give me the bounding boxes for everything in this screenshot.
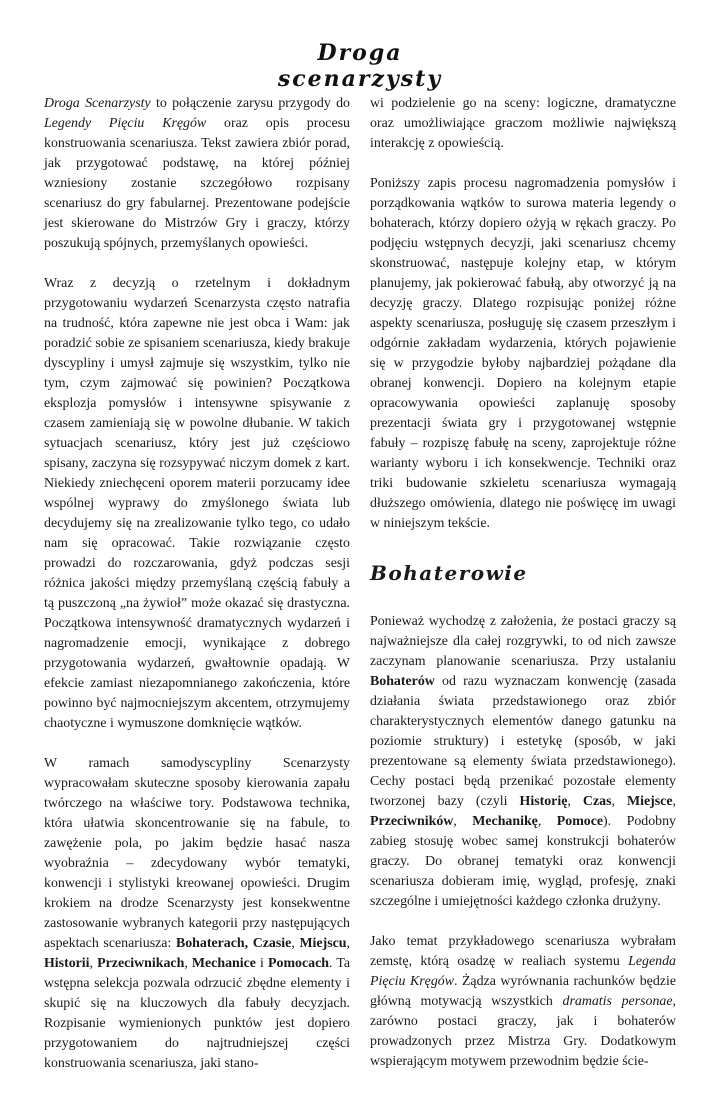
bold-term: Bohaterów — [370, 674, 435, 689]
system-name-italic: Legenda Pięciu Kręgów — [370, 954, 676, 989]
intro-paragraph — [44, 94, 350, 254]
text-span: oraz opis procesu konstruowania scenariusza. Tekst zawiera zbiór porad, jak przygotować podstawę, na której później wzniesiony zostanie szczegółowo rozpisany scenariusz do gry fabularnej. Prezentowane podejście jest skierowane do Mistrzów Gry i graczy, którzy poszukują spójnych, przemyślanych opowieści. — [44, 116, 350, 251]
text-span: , zarówno postaci graczy, jak i bohaterów prowadzonych przez Mistrza Gry. Dodatkowym wspierającym motywem przewodnim będzie ście- — [370, 994, 676, 1069]
text-span: , — [291, 936, 300, 951]
bold-term: Przeciwnikach — [97, 956, 185, 971]
section-heading-bohaterowie: Bohaterowie — [370, 561, 528, 585]
bold-term: Czas — [582, 794, 612, 809]
text-span: , — [567, 794, 583, 809]
text-span: , — [453, 814, 473, 829]
text-span: to połączenie zarysu przygody do — [150, 96, 351, 111]
text-span: . Ta wstępna selekcja pozwala odrzucić zbędne elementy i skupić się na kluczowych dla fabuły decyzjach. Rozpisanie wymienionych punktów jest dopiero przygotowaniem do najtrudniejszej części konstruowania scenariusza, jaki stano- — [44, 956, 350, 1071]
bold-term: Bohaterach, Czasie — [175, 936, 292, 951]
bold-term: Pomoce — [556, 814, 604, 829]
text-span: W ramach samodyscypliny Scenarzysty wypracowałam skuteczne sposoby kierowania zapału twórczego na właściwe tory. Podstawowa technika, która ułatwia skoncentrowanie się na fabule, to zawężenie pola, po jakim będzie hasać nasza wyobraźnia – zdecydowany wybór tematyki, konwencji i stylistyki kreowanej opowieści. Drugim krokiem na drodze Scenarzysty jest konsekwentne zastosowanie wybranych kategorii przy następujących aspektach scenariusza: — [44, 756, 350, 951]
bold-term: Mechanice — [191, 956, 256, 971]
text-span: , — [611, 794, 628, 809]
text-span: , — [89, 956, 98, 971]
bold-term: Miejsce — [627, 794, 673, 809]
bold-term: Historii — [44, 956, 90, 971]
continued-paragraph: wi podzielenie go na sceny: logiczne, dramatyczne oraz umożliwiające graczom możliwie największą interakcję z opowieścią. — [370, 96, 676, 151]
text-span: . Żądza wyrównania rachunków będzie główną motywacją wszystkich — [370, 974, 676, 1009]
text-span: i — [255, 956, 269, 971]
left-column — [44, 94, 350, 1094]
paragraph-theme — [370, 932, 676, 1072]
paragraph-process: Poniższy zapis procesu nagromadzenia pomysłów i porządkowania wątków to surowa materia legendy o bohaterach, którzy dopiero ożyją w rękach graczy. Po podjęciu wstępnych decyzji, jaki scenariusz chcemy skonstruować, następuje kolejny etap, w którym planujemy, jak pokierować fabułą, aby otworzyć ją na decyzję graczy. Dlatego rozpisując poniżej różne aspekty scenariusza, posługuję się czasem przeszłym i odgórnie zakładam wydarzenia, których pojawienie się w przygodzie byłoby najbardziej pożądane dla obranej konwencji. Dopiero na kolejnym etapie opracowywania opowieści zaplanuję sposoby prezentacji świata gry i przygotowanej wstępnie fabuły – rozpiszę fabułę na sceny, zaprojektuje różne warianty wyboru i ich konsekwencje. Techniki oraz triki budowanie szkieletu scenariusza wymagają dłuższego omówienia, dlatego nie poświęcę im uwagi w niniejszym tekście. — [370, 176, 676, 531]
text-span: Ponieważ wychodzę z założenia, że postaci graczy są najważniejsze dla całej rozgrywki, to od nich zawsze zaczynam planowanie scenariusza. Przy ustalaniu — [370, 614, 676, 669]
paragraph-discipline — [44, 754, 350, 1074]
right-column — [370, 94, 676, 1092]
bold-term: Miejscu — [299, 936, 347, 951]
bold-term: Historię — [519, 794, 568, 809]
system-name-italic: Legendy Pięciu Kręgów — [44, 116, 207, 131]
text-span: , — [346, 936, 350, 951]
text-span: Jako temat przykładowego scenariusza wybrałam zemstę, którą osadzę w realiach systemu — [370, 934, 676, 969]
text-span: , — [184, 956, 192, 971]
latin-italic: dramatis personae — [562, 994, 673, 1009]
paragraph-heroes — [370, 612, 676, 912]
page-title: Droga scenarzysty — [277, 40, 443, 92]
title-italic: Droga Scenarzysty — [44, 96, 151, 111]
bold-term: Pomocach — [268, 956, 329, 971]
text-span: , — [537, 814, 557, 829]
text-span: ). Podobny zabieg stosuję wobec samej konstrukcji bohaterów graczy. Do obranej tematyki oraz konwencji scenariusza dobieram imię, wygląd, profesję, znaki szczególne i umiejętności każdego członka drużyny. — [370, 814, 676, 909]
text-span: , — [672, 794, 676, 809]
bold-term: Mechanikę — [472, 814, 538, 829]
bold-term: Przeciwników — [370, 814, 454, 829]
paragraph-difficulty: Wraz z decyzją o rzetelnym i dokładnym przygotowaniu wydarzeń Scenarzysta często natrafia na trudność, która zapewne nie jest obca i Wam: jak poradzić sobie ze spisaniem scenariusza, kiedy brakuje dyscypliny i umysł zajmuje się wszystkim, tylko nie tym, czym zajmować się powinien? Początkowa eksplozja pomysłów i intensywne spisywanie z czasem zamieniają się w powolne dłubanie. W takich sytuacjach scenariusz, który jest już częściowo spisany, zaczyna się rozsypywać niczym domek z kart. Niekiedy zniechęceni oporem materii porzucamy idee wspólnej wyprawy do zmyślonego świata lub decydujemy się na zrealizowanie tylko tego, co udało nam się opracować. Takie rozwiązanie często prowadzi do rozczarowania, gdyż podczas sesji różnica jakości między przemyślaną częścią fabuły a tą puszczoną „na żywioł” może okazać się drastyczna. Początkowa intensywność dramatycznych wydarzeń i nagromadzenie emocji, wynikające z dobrego przygotowania wydarzeń, gwałtownie opadają. W efekcie zamiast niezapomnianego zakończenia, które powinno być najmocniejszym akcentem, otrzymujemy chaotyczne i wymuszone domknięcie wątków. — [44, 276, 350, 731]
text-span: od razu wyznaczam konwencję (zasada działania świata przedstawionego oraz zbiór charakterystycznych elementów danego gatunku na poziomie struktury) i estetykę (sposób, w jaki prezentowane są elementy świata przedstawionego). Cechy postaci będą przenikać pozostałe elementy tworzonej bazy (czyli — [370, 674, 676, 809]
